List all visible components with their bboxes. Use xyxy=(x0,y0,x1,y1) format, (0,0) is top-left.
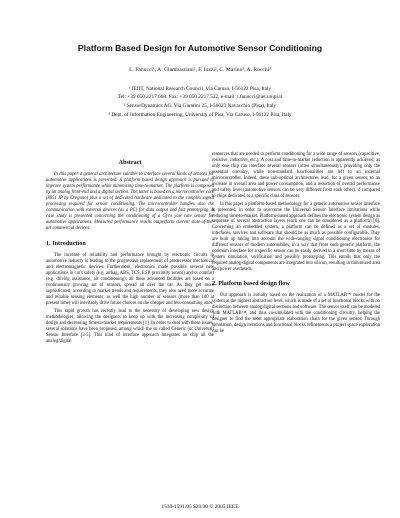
affiliation-line: ¹ IEIIT, National Research Council, Via Caruso, I-56122 Pisa, Italy xyxy=(128,86,272,92)
body-paragraph: This rapid growth has recently lead to the necessity of developing new design methodologies, allowing the designers to keep up with the increasing complexity of design and decreasing time-to-market requirements [1]. In order to deal with these issues, several solutions have been proposed, among which the so called Generic (or Universal) Sensor Interface [2-5]. This kind of interface approach integrates on chip all the analog/digital xyxy=(46,309,214,344)
body-paragraph: The increase of reliability and performance brought by electronic circuits in automotive industry is leading to the progressive replacement of predecessor mechanical and electromagnetic devices. Furthermore, electronics made possible several new applications in car's safety (e.g. airbag, ABS, TCS, ESP, proximity sensor) and/or comfort (e.g. driving assistance, air conditioning): all these advanced facilities are based on a continuously growing set of sensors, spread all over the car. As they get more sophisticated, according to market trends and requirements, they also need more accurate and reliable sensing elements; as well the high number of sensors (more than 100 at present time) will inevitably drive future choices on the cheaper and less-consuming ones. xyxy=(46,253,214,307)
affiliation-line: ² SensorDynamics AG, Via Giuntini 25, I-56023 Navacchio (Pisa), Italy xyxy=(123,103,277,109)
affiliation-line: Tel: +39 050 2217.668. Fax: +39 050 2217.522, e-mail: l.fanucci@iet.unipi.it xyxy=(117,94,283,100)
affiliation-line: ³ Dept. of Information Engineering, University of Pisa, Via Caruso, I-56122 Pisa, Italy xyxy=(108,112,292,118)
body-paragraph: Our approach is initially based on the realization of a MATLAB™ model for the system at the highest abstraction level, which is made of a set of functional blocks with no distinction between analog/digital sections and software. The sensor itself can be modeled with MATLAB™, and thus co-simulated with the conditioning circuitry, helping the designer to find the most appropriate elaboration chain for the given sensor. Through simulation, design iterations and functional blocks refinements a project space exploration can be xyxy=(212,293,380,334)
body-paragraph: In this paper a platform-based methodology for a generic automotive sensor interface is presented, in order to overcome the Universal Sensor Interface limitations while reducing time-to-market. Platform-based approach defines the electronic system design as sequence of several abstraction layers (each one can be considered as a platform) [6]. Concerning an embedded system, a platform can be defined as a set of modules, interfaces, services and software that should be as much as possible configurable. They are built up taking into account the wide-ranging signal conditioning electronics for different sensors of modern automobiles, in a way that from such generic platform, the optimum interface for a specific sensor can be easily derived in a short time by means of system simulation, verification and possibly prototyping. This entails that only the required analog/digital components are integrated into silicon, resulting in minimized area and power overheads. xyxy=(212,201,380,273)
abstract-heading: Abstract xyxy=(118,159,142,166)
right-column xyxy=(212,152,380,337)
section-heading-design-flow: 2. Platform based design flow xyxy=(212,280,290,288)
body-paragraph: resources that are needed to perform conditioning for a wide range of sensors (capacitive, resistive, inductive, etc.). A cost and time-to-market reduction is apparently achieved, as only one chip can interface several sensors (often simultaneously), providing only the essential circuitry, while non-standard functionalities are left to an external microcontroller. Indeed, these sub-optimal architectures lead, for a given sensor, to an increase in overall area and power consumption, and a reduction of overall performance and safety level (automotive sensors can be very different from each other), if compared to chips dedicated to a specific class of sensors. xyxy=(212,152,380,199)
paper-title: Platform Based Design for Automotive Sensor Conditioning xyxy=(77,43,323,53)
abstract-text: In this paper a general architecture suitable to interface several kinds of sensors for automotive applications is presented. A platform based design approach is pursued to improve system performance while minimizing time-to-market. The platform is composed by an analog front-end and a digital section. The latter is based on a microcontroller core (8051 IP by Oregano) plus a set of dedicated hardware dedicated to the complex signal processing required for sensor conditioning. The microcontroller handles also the communication with external devices (as a PC) for data output and fast prototyping. A case study is presented concerning the conditioning of a Gyro yaw rate sensor for automotive applications. Measured performance results outperform current state-of-the-art commercial devices. xyxy=(46,171,214,231)
copyright-footer: 1530-1591/05 $20.00 © 2005 IEEE xyxy=(161,504,239,510)
author-list: L. Fanucci¹, A. Giambastiani², F. Iozzi², C. Marino³, A. Rocchi² xyxy=(129,67,271,73)
section-heading-introduction: 1. Introduction xyxy=(46,240,86,248)
left-column xyxy=(46,160,214,347)
